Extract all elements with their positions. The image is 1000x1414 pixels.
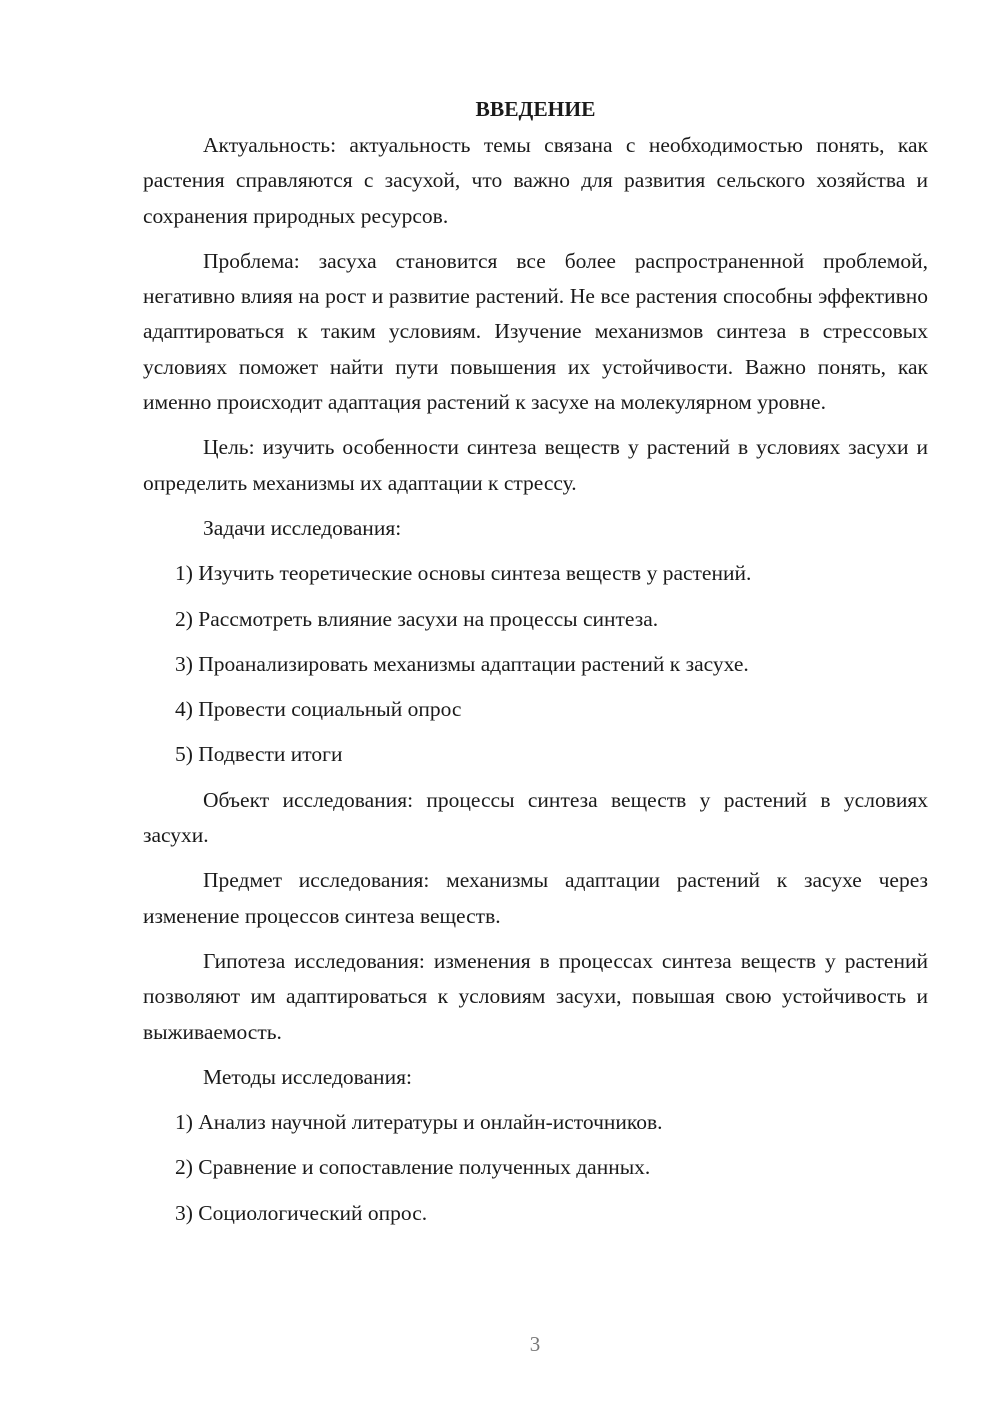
list-item: 3) Проанализировать механизмы адаптации растений к засухе. bbox=[175, 651, 749, 676]
list-item: 5) Подвести итоги bbox=[175, 742, 343, 767]
list-item: 1) Изучить теоретические основы синтеза веществ у растений. bbox=[175, 561, 752, 586]
problem-paragraph: Проблема: засуха становится все более распространенной проблемой, негативно влияя на рост и развитие растений. Не все растения способны эффективно адаптироваться к таким условиям. Изучение механизмов синтеза в стрессовых условиях поможет найти пути повышения их устойчивости. Важно понять, как именно происходит адаптация растений к засухе на молекулярном уровне. bbox=[143, 248, 928, 415]
list-item: 1) Анализ научной литературы и онлайн-источников. bbox=[175, 1110, 663, 1135]
page-number: 3 bbox=[529, 1332, 541, 1356]
document-page bbox=[143, 92, 928, 1241]
list-item: 2) Сравнение и сопоставление полученных данных. bbox=[175, 1155, 651, 1180]
list-item: 3) Социологический опрос. bbox=[175, 1200, 428, 1225]
list-item: 2) Рассмотреть влияние засухи на процессы синтеза. bbox=[175, 606, 659, 631]
object-paragraph: Объект исследования: процессы синтеза веществ у растений в условиях засухи. bbox=[143, 787, 928, 848]
subject-paragraph: Предмет исследования: механизмы адаптации растений к засухе через изменение процессов синтеза веществ. bbox=[143, 868, 928, 928]
hypothesis-paragraph: Гипотеза исследования: изменения в процессах синтеза веществ у растений позволяют им адаптироваться к условиям засухи, повышая свою устойчивость и выживаемость. bbox=[143, 948, 928, 1044]
section-title: ВВЕДЕНИЕ bbox=[475, 97, 596, 121]
relevance-paragraph: Актуальность: актуальность темы связана с необходимостью понять, как растения справляются с засухой, что важно для развития сельского хозяйства и сохранения природных ресурсов. bbox=[143, 133, 928, 228]
tasks-heading: Задачи исследования: bbox=[203, 515, 402, 540]
tasks-list bbox=[143, 556, 928, 772]
list-item: 4) Провести социальный опрос bbox=[175, 697, 462, 722]
goal-paragraph: Цель: изучить особенности синтеза веществ у растений в условиях засухи и определить механизмы их адаптации к стрессу. bbox=[143, 435, 928, 495]
methods-heading: Методы исследования: bbox=[203, 1064, 412, 1089]
methods-list bbox=[143, 1105, 928, 1231]
